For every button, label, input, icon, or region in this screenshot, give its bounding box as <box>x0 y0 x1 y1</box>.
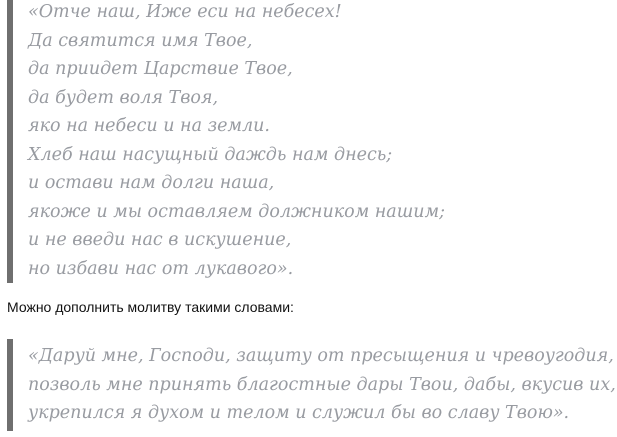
quote-line: укрепился я духом и телом и служил бы во славу Твою». <box>28 403 570 423</box>
quote-line: но избави нас от лукавого». <box>28 258 294 279</box>
quote-line: яко на небеси и на земли. <box>28 116 270 136</box>
addition-blockquote <box>7 339 617 431</box>
quote-line: «Даруй мне, Господи, защиту от пресыщения и чревоугодия, <box>28 346 614 366</box>
quote-line: якоже и мы оставляем должником нашим; <box>28 201 445 222</box>
quote-line: да будет воля Твоя, <box>28 87 219 108</box>
quote-line: Да святится имя Твое, <box>28 30 253 51</box>
quote-line: и не введи нас в искушение, <box>28 230 292 250</box>
quote-line: да приидет Царствие Твое, <box>28 59 293 79</box>
quote-line: «Отче наш, Иже еси на небесех! <box>28 2 342 22</box>
quote-line: и остави нам долги наша, <box>28 173 275 193</box>
prayer-blockquote <box>7 0 617 283</box>
quote-line: позволь мне принять благостные дары Твои, дабы, вкусив их, <box>28 374 616 395</box>
quote-line: Хлеб наш насущный даждь нам днесь; <box>28 144 393 165</box>
intro-paragraph: Можно дополнить молитву такими словами: <box>7 299 294 315</box>
